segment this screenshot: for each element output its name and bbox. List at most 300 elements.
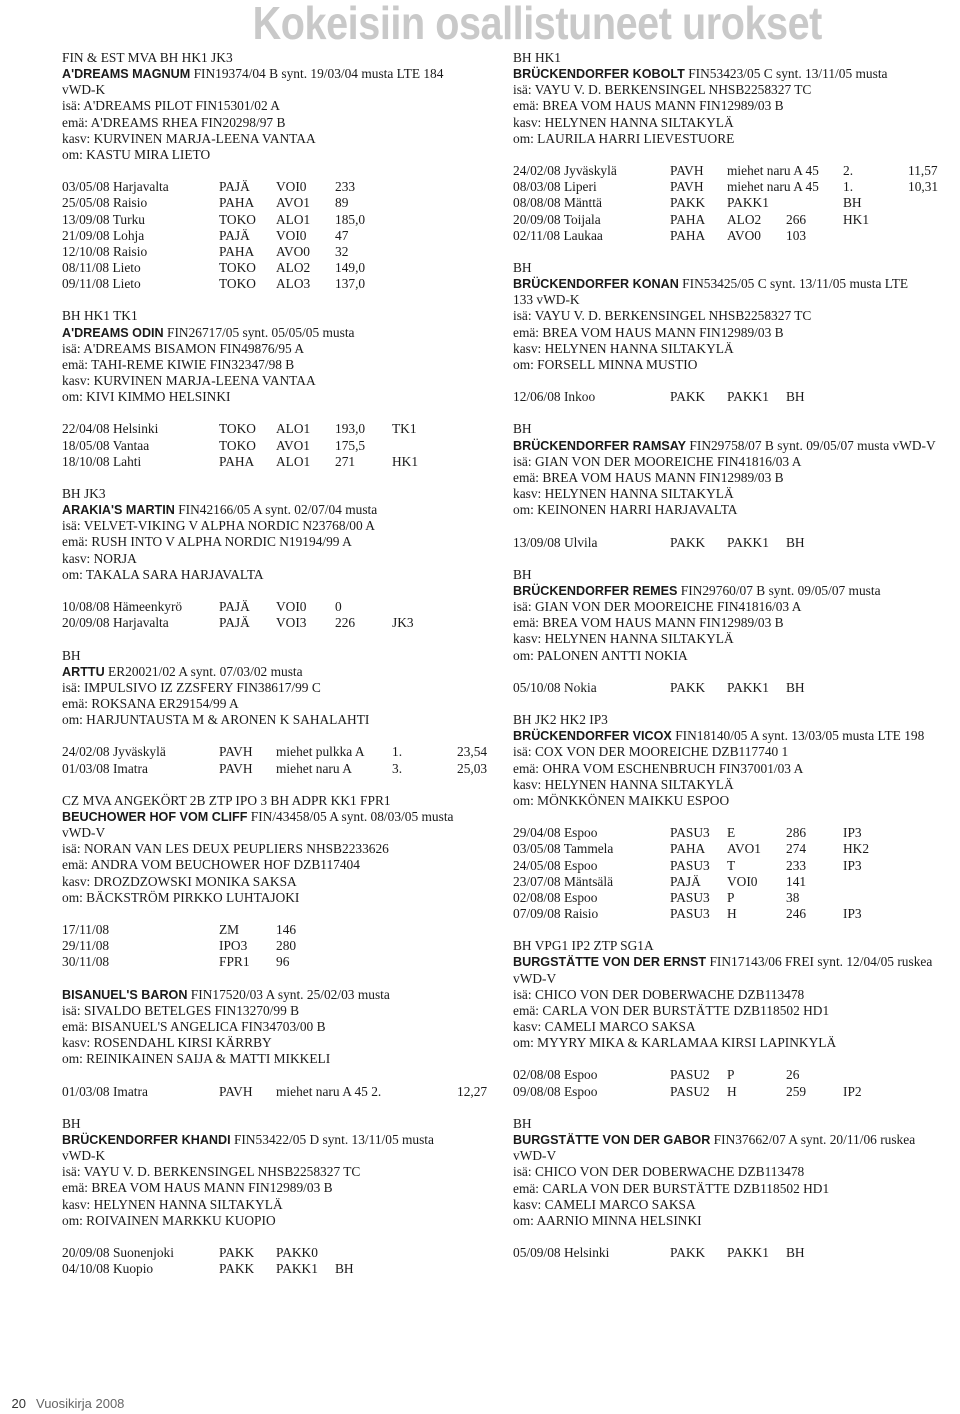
result-cell: ALO1 <box>276 211 311 227</box>
dog-name: BRÜCKENDORFER VICOX <box>513 729 672 744</box>
sire: isä: GIAN VON DER MOOREICHE FIN41816/03 A <box>513 599 802 615</box>
dog-name-line <box>62 987 492 1003</box>
result-cell: 03/05/08 Tammela <box>513 841 614 857</box>
result-cell: PAJÄ <box>670 873 701 889</box>
owner: om: LAURILA HARRI LIEVESTUORE <box>513 130 735 146</box>
sire: isä: VAYU V. D. BERKENSINGEL NHSB2258327 TC <box>513 308 812 324</box>
result-cell: 96 <box>276 954 290 970</box>
dog-name-line <box>513 1132 960 1148</box>
result-cell: HK1 <box>843 211 870 227</box>
result-cell: 10/08/08 Hämeenkyrö <box>62 599 183 615</box>
result-cell: 89 <box>335 195 349 211</box>
result-row <box>513 680 960 696</box>
breeder: kasv: HELYNEN HANNA SILTAKYLÄ <box>62 1196 283 1212</box>
registration-info: FIN17143/06 FREI synt. 12/04/05 ruskea <box>706 954 933 970</box>
result-cell: BH <box>786 534 805 550</box>
result-cell: PAHA <box>670 227 706 243</box>
registration-info-cont: vWD-V <box>513 970 557 986</box>
result-cell: JK3 <box>392 615 414 631</box>
result-cell: 2. <box>843 163 854 179</box>
result-cell: 29/11/08 <box>62 938 110 954</box>
dog-name: BRÜCKENDORFER RAMSAY <box>513 438 687 453</box>
result-cell: 05/10/08 Nokia <box>513 679 597 695</box>
result-cell: miehet naru A 45 <box>727 179 819 195</box>
dog-entry <box>513 567 960 696</box>
result-cell: 32 <box>335 243 349 259</box>
publication-name: Vuosikirja 2008 <box>36 1396 125 1411</box>
owner: om: KEINONEN HARRI HARJAVALTA <box>513 502 738 518</box>
result-row <box>513 179 960 195</box>
result-cell: PAKK <box>219 1261 255 1277</box>
result-row <box>62 212 492 228</box>
dog-entry <box>513 260 960 405</box>
result-row <box>513 1084 960 1100</box>
result-cell: 21/09/08 Lohja <box>62 227 145 243</box>
breeder: kasv: KURVINEN MARJA-LEENA VANTAA <box>62 130 316 146</box>
dog-name: BISANUEL'S BARON <box>62 987 188 1002</box>
dog-entry <box>513 712 960 922</box>
result-row <box>513 389 960 405</box>
sire: isä: SIVALDO BETELGES FIN13270/99 B <box>62 1002 300 1018</box>
result-row <box>62 599 492 615</box>
dog-name: BRÜCKENDORFER KONAN <box>513 277 679 292</box>
breeder: kasv: HELYNEN HANNA SILTAKYLÄ <box>513 631 734 647</box>
registration-info: ER20021/02 A synt. 07/03/02 musta <box>104 663 303 679</box>
result-cell: PAKK1 <box>727 679 769 695</box>
dam: emä: RUSH INTO V ALPHA NORDIC N19194/99 A <box>62 534 352 550</box>
dam: emä: BREA VOM HAUS MANN FIN12989/03 B <box>62 1180 333 1196</box>
result-row <box>513 890 960 906</box>
dog-entry <box>513 50 960 244</box>
result-cell: PAHA <box>219 243 255 259</box>
dog-titles: CZ MVA ANGEKÖRT 2B ZTP IPO 3 BH ADPR KK1 FPR1 <box>62 792 391 808</box>
result-row <box>513 841 960 857</box>
sire: isä: NORAN VAN LES DEUX PEUPLIERS NHSB2233626 <box>62 841 389 857</box>
result-cell: PAHA <box>219 453 255 469</box>
dog-entry <box>62 308 492 470</box>
result-cell: 259 <box>786 1083 807 1099</box>
result-cell: H <box>727 905 737 921</box>
result-cell: 47 <box>335 227 349 243</box>
result-cell: TOKO <box>219 421 256 437</box>
result-row <box>62 260 492 276</box>
result-cell: PAKK1 <box>727 195 769 211</box>
dog-entry <box>62 987 492 1100</box>
result-cell: T <box>727 857 736 873</box>
result-cell: PAKK1 <box>727 534 769 550</box>
result-cell: AVO0 <box>276 243 310 259</box>
result-cell: 141 <box>786 873 807 889</box>
owner: om: KIVI KIMMO HELSINKI <box>62 389 231 405</box>
sire: isä: CHICO VON DER DOBERWACHE DZB113478 <box>513 1164 805 1180</box>
owner: om: AARNIO MINNA HELSINKI <box>513 1212 702 1228</box>
result-row <box>62 615 492 631</box>
result-cell: AVO1 <box>727 841 761 857</box>
result-row <box>513 1245 960 1261</box>
breeder: kasv: DROZDZOWSKI MONIKA SAKSA <box>62 873 297 889</box>
result-cell: 20/09/08 Toijala <box>513 211 601 227</box>
dog-entry <box>62 1116 492 1278</box>
result-cell: 29/04/08 Espoo <box>513 825 598 841</box>
result-cell: 3. <box>392 760 403 776</box>
result-cell: 185,0 <box>335 211 366 227</box>
dog-name-line <box>513 438 960 454</box>
result-cell: PASU3 <box>670 889 710 905</box>
result-row <box>513 825 960 841</box>
dog-titles: BH HK1 TK1 <box>62 308 138 324</box>
result-cell: miehet pulkka A <box>276 744 365 760</box>
dog-titles: BH HK1 <box>513 50 561 65</box>
result-row <box>62 195 492 211</box>
dog-titles: BH JK2 HK2 IP3 <box>513 712 608 728</box>
result-cell: PAVH <box>670 179 704 195</box>
result-cell: 18/05/08 Vantaa <box>62 437 150 453</box>
result-row <box>62 744 492 760</box>
owner: om: MÖNKKÖNEN MAIKKU ESPOO <box>513 792 730 808</box>
sire: isä: IMPULSIVO IZ ZZSFERY FIN38617/99 C <box>62 679 321 695</box>
result-row <box>513 212 960 228</box>
result-cell: AVO1 <box>276 195 310 211</box>
dog-titles: BH <box>513 566 532 582</box>
breeder: kasv: NORJA <box>62 550 137 566</box>
sire: isä: COX VON DER MOOREICHE DZB117740 1 <box>513 744 789 760</box>
result-cell: PAHA <box>670 211 706 227</box>
results-table <box>513 389 960 405</box>
result-cell: 12/10/08 Raisio <box>62 243 148 259</box>
result-cell: 24/05/08 Espoo <box>513 857 598 873</box>
result-cell: VOI3 <box>276 615 307 631</box>
result-cell: BH <box>786 389 805 405</box>
dog-entry <box>513 421 960 550</box>
breeder: kasv: HELYNEN HANNA SILTAKYLÄ <box>513 486 734 502</box>
registration-info-cont: vWD-V <box>513 1148 557 1164</box>
owner: om: PALONEN ANTTI NOKIA <box>513 647 688 663</box>
dog-name: BEUCHOWER HOF VOM CLIFF <box>62 810 248 824</box>
breeder: kasv: CAMELI MARCO SAKSA <box>513 1196 696 1212</box>
result-cell: 233 <box>786 857 807 873</box>
dog-titles: BH VPG1 IP2 ZTP SG1A <box>513 938 654 954</box>
registration-info-cont: vWD-K <box>62 82 106 98</box>
result-cell: 08/08/08 Mänttä <box>513 195 602 211</box>
result-cell: P <box>727 889 735 905</box>
dog-titles: BH <box>513 421 532 437</box>
result-row <box>62 954 492 970</box>
result-cell: HK2 <box>843 841 870 857</box>
results-table <box>513 163 960 244</box>
registration-info: FIN29758/07 B synt. 09/05/07 musta vWD-V <box>686 437 936 453</box>
result-row <box>513 874 960 890</box>
dog-name-line <box>62 1132 492 1148</box>
dog-name: BRÜCKENDORFER KHANDI <box>62 1133 231 1147</box>
dog-name-line <box>62 66 492 82</box>
result-cell: PAJÄ <box>219 615 250 631</box>
registration-info: FIN/43458/05 A synt. 08/03/05 musta <box>247 809 454 824</box>
registration-info-cont: vWD-V <box>62 825 106 841</box>
breeder: kasv: CAMELI MARCO SAKSA <box>513 1019 696 1034</box>
result-cell: 193,0 <box>335 421 366 437</box>
registration-info: FIN37662/07 A synt. 20/11/06 ruskea <box>710 1132 916 1148</box>
result-cell: miehet naru A <box>276 760 352 776</box>
registration-info: FIN17520/03 A synt. 25/02/03 musta <box>187 986 390 1002</box>
result-cell: 286 <box>786 825 807 841</box>
result-cell: 149,0 <box>335 259 366 275</box>
result-cell: 1. <box>392 744 403 760</box>
result-row <box>62 922 492 938</box>
result-cell: ALO2 <box>276 259 311 275</box>
dog-entry <box>62 486 492 631</box>
dam: emä: TAHI-REME KIWIE FIN32347/98 B <box>62 356 295 372</box>
results-table <box>513 535 960 551</box>
result-cell: VOI0 <box>276 599 307 615</box>
results-table <box>513 680 960 696</box>
breeder: kasv: ROSENDAHL KIRSI KÄRRBY <box>62 1035 272 1051</box>
result-cell: BH <box>843 195 862 211</box>
result-cell: PAKK <box>219 1245 255 1261</box>
result-cell: 11,57 <box>908 163 938 179</box>
sire: isä: VAYU V. D. BERKENSINGEL NHSB2258327 TC <box>62 1164 361 1180</box>
result-cell: 09/11/08 Lieto <box>62 276 141 292</box>
dog-entry <box>513 1116 960 1261</box>
result-cell: 266 <box>786 211 807 227</box>
result-row <box>62 244 492 260</box>
result-cell: 20/09/08 Harjavalta <box>62 615 169 631</box>
result-cell: PAKK1 <box>727 1245 769 1261</box>
result-cell: PASU2 <box>670 1067 710 1083</box>
dam: emä: BREA VOM HAUS MANN FIN12989/03 B <box>513 615 784 631</box>
dog-name-line <box>62 664 492 680</box>
registration-info-cont: 133 vWD-K <box>513 292 580 308</box>
dog-titles: BH JK3 <box>62 486 106 501</box>
result-cell: PASU3 <box>670 905 710 921</box>
result-cell: 25/05/08 Raisio <box>62 195 148 211</box>
result-cell: ZM <box>219 922 240 938</box>
result-cell: miehet naru A 45 2. <box>276 1083 382 1099</box>
result-cell: TOKO <box>219 211 256 227</box>
dog-name: A'DREAMS ODIN <box>62 325 164 340</box>
result-cell: 24/02/08 Jyväskylä <box>513 163 617 179</box>
dog-entry <box>62 648 492 777</box>
result-row <box>513 906 960 922</box>
result-cell: 1. <box>843 179 854 195</box>
registration-info: FIN53425/05 C synt. 13/11/05 musta LTE <box>678 276 909 292</box>
result-cell: TOKO <box>219 259 256 275</box>
dog-name-line <box>513 276 960 292</box>
result-cell: 04/10/08 Kuopio <box>62 1261 154 1277</box>
result-row <box>513 195 960 211</box>
registration-info: FIN18140/05 A synt. 13/03/05 musta LTE 198 <box>671 728 925 744</box>
result-cell: PAVH <box>670 163 704 179</box>
result-cell: 10,31 <box>908 179 939 195</box>
sire: isä: CHICO VON DER DOBERWACHE DZB113478 <box>513 986 805 1002</box>
result-cell: H <box>727 1083 737 1099</box>
dam: emä: BREA VOM HAUS MANN FIN12989/03 B <box>513 324 784 340</box>
result-cell: PAHA <box>219 195 255 211</box>
results-table <box>513 1245 960 1261</box>
result-cell: HK1 <box>392 453 419 469</box>
result-cell: ALO1 <box>276 453 311 469</box>
result-row <box>62 228 492 244</box>
result-cell: TOKO <box>219 437 256 453</box>
dog-name-line <box>62 325 492 341</box>
sire: isä: VAYU V. D. BERKENSINGEL NHSB2258327 TC <box>513 82 812 98</box>
result-cell: PAKK0 <box>276 1245 318 1261</box>
result-cell: FPR1 <box>219 954 250 970</box>
result-cell: E <box>727 825 736 841</box>
result-cell: 233 <box>335 179 356 195</box>
result-cell: VOI0 <box>276 227 307 243</box>
result-row <box>513 163 960 179</box>
dog-name: ARAKIA'S MARTIN <box>62 503 175 518</box>
dog-name-line <box>513 954 960 970</box>
dog-name-line <box>62 502 492 518</box>
result-cell: ALO2 <box>727 211 762 227</box>
page-title: Kokeisiin osallistuneet urokset <box>252 0 822 49</box>
owner: om: TAKALA SARA HARJAVALTA <box>62 566 264 582</box>
result-cell: 01/03/08 Imatra <box>62 760 148 776</box>
dam: emä: CARLA VON DER BURSTÄTTE DZB118502 HD1 <box>513 1002 830 1018</box>
result-cell: BH <box>335 1261 354 1277</box>
dog-name-line <box>513 728 960 744</box>
result-cell: BH <box>786 679 805 695</box>
owner: om: BÄCKSTRÖM PIRKKO LUHTAJOKI <box>62 889 300 905</box>
result-cell: 0 <box>335 599 342 615</box>
result-cell: 246 <box>786 905 807 921</box>
results-table <box>62 744 492 776</box>
owner: om: ROIVAINEN MARKKU KUOPIO <box>62 1212 276 1228</box>
dog-entry <box>513 938 960 1100</box>
result-cell: IP2 <box>843 1083 862 1099</box>
result-cell: IP3 <box>843 825 862 841</box>
sire: isä: VELVET-VIKING V ALPHA NORDIC N23768/00 A <box>62 518 375 534</box>
result-cell: TOKO <box>219 276 256 292</box>
result-row <box>62 276 492 292</box>
registration-info: FIN53422/05 D synt. 13/11/05 musta <box>230 1132 434 1147</box>
result-cell: 13/09/08 Ulvila <box>513 534 598 550</box>
breeder: kasv: HELYNEN HANNA SILTAKYLÄ <box>513 114 734 130</box>
result-cell: 25,03 <box>457 760 488 776</box>
result-cell: PAVH <box>219 1083 253 1099</box>
result-cell: 38 <box>786 889 800 905</box>
owner: om: KASTU MIRA LIETO <box>62 146 211 162</box>
dog-name: BRÜCKENDORFER REMES <box>513 583 678 598</box>
result-cell: 271 <box>335 453 356 469</box>
registration-info: FIN53423/05 C synt. 13/11/05 musta <box>684 66 888 82</box>
result-cell: PAKK <box>670 1245 706 1261</box>
result-cell: ALO3 <box>276 276 311 292</box>
result-cell: IP3 <box>843 857 862 873</box>
owner: om: HARJUNTAUSTA M & ARONEN K SAHALAHTI <box>62 712 370 728</box>
result-row <box>62 421 492 437</box>
result-cell: 23,54 <box>457 744 488 760</box>
left-column <box>62 50 492 1294</box>
sire: isä: GIAN VON DER MOOREICHE FIN41816/03 A <box>513 453 802 469</box>
result-row <box>513 858 960 874</box>
result-cell: 20/09/08 Suonenjoki <box>62 1245 174 1261</box>
dog-name: BRÜCKENDORFER KOBOLT <box>513 67 685 82</box>
sire: isä: A'DREAMS BISAMON FIN49876/95 A <box>62 340 304 356</box>
registration-info: FIN42166/05 A synt. 02/07/04 musta <box>174 502 378 518</box>
breeder: kasv: HELYNEN HANNA SILTAKYLÄ <box>513 340 734 356</box>
result-cell: 30/11/08 <box>62 954 110 970</box>
result-row <box>62 1245 492 1261</box>
dam: emä: ANDRA VOM BEUCHOWER HOF DZB117404 <box>62 857 360 873</box>
result-cell: 280 <box>276 938 297 954</box>
result-cell: PASU3 <box>670 825 710 841</box>
result-row <box>62 761 492 777</box>
result-cell: P <box>727 1067 735 1083</box>
results-table <box>513 825 960 922</box>
result-cell: 07/09/08 Raisio <box>513 905 599 921</box>
result-row <box>513 228 960 244</box>
result-cell: 226 <box>335 615 356 631</box>
result-cell: 02/11/08 Laukaa <box>513 227 603 243</box>
result-cell: 24/02/08 Jyväskylä <box>62 744 166 760</box>
dog-titles: FIN & EST MVA BH HK1 JK3 <box>62 50 233 65</box>
results-table <box>62 179 492 292</box>
dog-titles: BH <box>513 1115 532 1131</box>
result-cell: PAKK <box>670 534 706 550</box>
sire: isä: A'DREAMS PILOT FIN15301/02 A <box>62 98 280 114</box>
result-cell: 146 <box>276 922 297 938</box>
result-cell: 03/05/08 Harjavalta <box>62 179 169 195</box>
dog-titles: BH <box>62 647 81 663</box>
result-cell: AVO0 <box>727 227 761 243</box>
dog-name-line <box>62 809 492 825</box>
result-cell: PAJÄ <box>219 227 250 243</box>
result-cell: PAKK1 <box>727 389 769 405</box>
breeder: kasv: HELYNEN HANNA SILTAKYLÄ <box>513 776 734 792</box>
result-cell: PAJÄ <box>219 599 250 615</box>
result-cell: 23/07/08 Mäntsälä <box>513 873 614 889</box>
result-cell: 01/03/08 Imatra <box>62 1083 148 1099</box>
results-table <box>62 1084 492 1100</box>
result-cell: 12,27 <box>457 1083 488 1099</box>
results-table <box>62 421 492 469</box>
result-cell: IP3 <box>843 905 862 921</box>
result-row <box>62 454 492 470</box>
result-cell: 12/06/08 Inkoo <box>513 389 596 405</box>
result-cell: 17/11/08 <box>62 922 110 938</box>
dam: emä: ROKSANA ER29154/99 A <box>62 695 239 711</box>
dog-name: ARTTU <box>62 664 105 679</box>
result-row <box>62 1261 492 1277</box>
dam: emä: CARLA VON DER BURSTÄTTE DZB118502 HD1 <box>513 1180 830 1196</box>
result-cell: 175,5 <box>335 437 366 453</box>
result-row <box>513 535 960 551</box>
result-cell: 02/08/08 Espoo <box>513 889 598 905</box>
result-cell: PAVH <box>219 744 253 760</box>
dog-titles: BH <box>513 259 532 275</box>
result-cell: PASU2 <box>670 1083 710 1099</box>
page-number: 20 <box>11 1396 26 1411</box>
result-cell: PAKK <box>670 195 706 211</box>
dam: emä: BREA VOM HAUS MANN FIN12989/03 B <box>513 469 784 485</box>
result-cell: PAKK <box>670 389 706 405</box>
result-cell: PAJÄ <box>219 179 250 195</box>
registration-info: FIN19374/04 B synt. 19/03/04 musta LTE 184 <box>190 66 444 82</box>
breeder: kasv: KURVINEN MARJA-LEENA VANTAA <box>62 372 316 388</box>
result-row <box>62 179 492 195</box>
result-cell: TK1 <box>392 421 417 437</box>
result-cell: AVO1 <box>276 437 310 453</box>
result-cell: 08/03/08 Liperi <box>513 179 597 195</box>
dog-name-line <box>513 583 960 599</box>
dam: emä: OHRA VOM ESCHENBRUCH FIN37001/03 A <box>513 760 804 776</box>
dog-entry <box>62 50 492 292</box>
owner: om: FORSELL MINNA MUSTIO <box>513 356 698 372</box>
results-table <box>62 922 492 970</box>
dam: emä: BREA VOM HAUS MANN FIN12989/03 B <box>513 98 784 114</box>
